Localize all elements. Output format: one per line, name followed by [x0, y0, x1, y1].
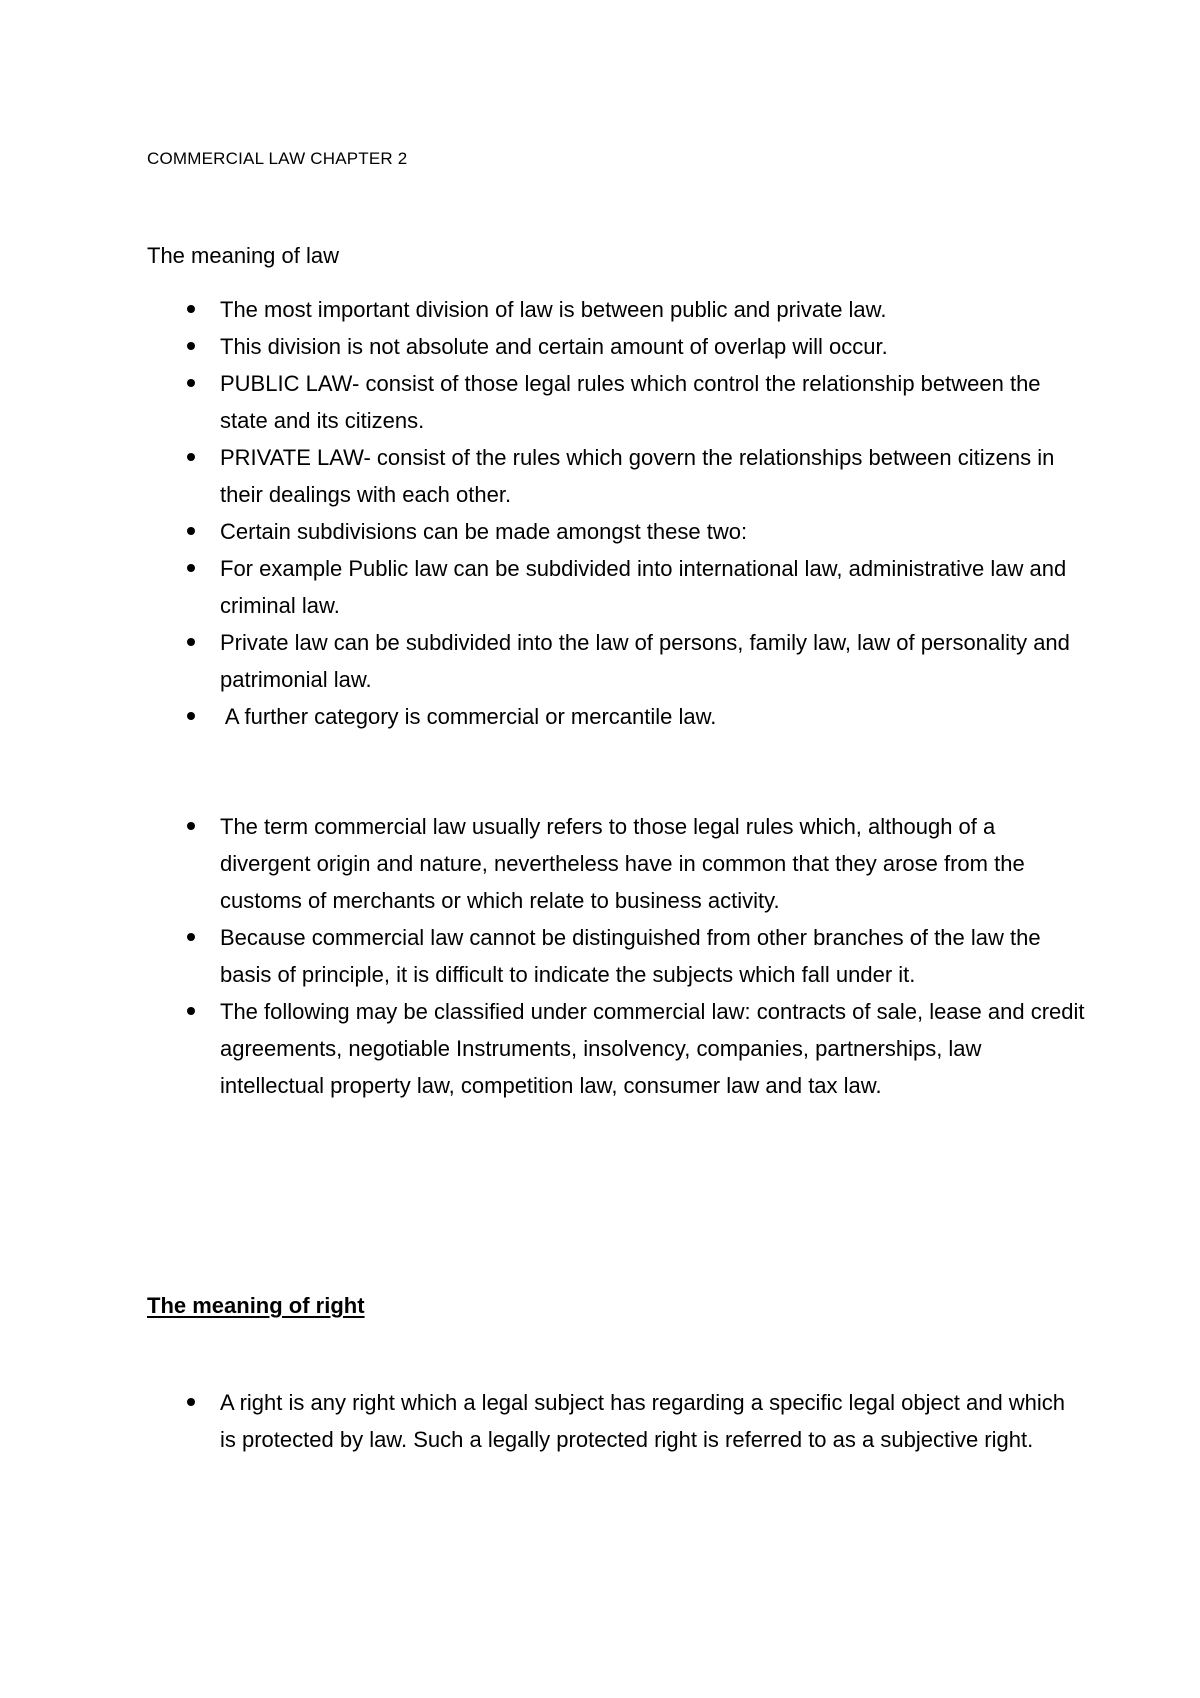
list-item-text: The most important division of law is between public and private law.	[220, 297, 887, 322]
bullet-icon	[187, 822, 195, 830]
bullet-icon	[187, 933, 195, 941]
list-item	[187, 1384, 1087, 1458]
list-item-text: A further category is commercial or mercantile law.	[220, 704, 717, 729]
list-item	[187, 698, 1087, 735]
list-item-text: The following may be classified under commercial law: contracts of sale, lease and credit agreements, negotiable Instruments, insolvency, companies, partnerships, law intellectual property law, competition law, consumer law and tax law.	[220, 999, 1085, 1098]
bullet-icon	[187, 564, 195, 572]
section-heading-meaning-of-right: The meaning of right	[147, 1293, 365, 1318]
section-heading-meaning-of-law: The meaning of law	[147, 243, 339, 268]
list-item	[187, 808, 1087, 919]
list-item	[187, 365, 1087, 439]
list-item	[187, 328, 1087, 365]
bullet-list-commercial-law	[187, 808, 1087, 1104]
bullet-icon	[187, 638, 195, 646]
document-title: COMMERCIAL LAW CHAPTER 2	[147, 149, 408, 168]
list-item	[187, 291, 1087, 328]
list-item	[187, 624, 1087, 698]
list-item-text: A right is any right which a legal subject has regarding a specific legal object and which is protected by law. Such a legally protected right is referred to as a subjective right.	[220, 1390, 1066, 1452]
list-item	[187, 993, 1087, 1104]
bullet-icon	[187, 527, 195, 535]
list-item-text: For example Public law can be subdivided into international law, administrative law and criminal law.	[220, 556, 1067, 618]
list-item-text: PUBLIC LAW- consist of those legal rules which control the relationship between the state and its citizens.	[220, 371, 1041, 433]
bullet-icon	[187, 342, 195, 350]
list-item	[187, 550, 1087, 624]
list-item-text: Certain subdivisions can be made amongst these two:	[220, 519, 748, 544]
bullet-icon	[187, 1007, 195, 1015]
bullet-icon	[187, 1398, 195, 1406]
bullet-list-meaning-of-right	[187, 1384, 1087, 1458]
list-item-text: Because commercial law cannot be distinguished from other branches of the law the basis of principle, it is difficult to indicate the subjects which fall under it.	[220, 925, 1041, 987]
bullet-icon	[187, 379, 195, 387]
bullet-list-meaning-of-law	[187, 291, 1087, 735]
list-item-text: PRIVATE LAW- consist of the rules which govern the relationships between citizens in their dealings with each other.	[220, 445, 1055, 507]
list-item	[187, 919, 1087, 993]
list-item	[187, 513, 1087, 550]
list-item-text: The term commercial law usually refers to those legal rules which, although of a divergent origin and nature, nevertheless have in common that they arose from the customs of merchants or which relate to business activity.	[220, 814, 1025, 913]
list-item	[187, 439, 1087, 513]
bullet-icon	[187, 453, 195, 461]
bullet-icon	[187, 712, 195, 720]
list-item-text: Private law can be subdivided into the law of persons, family law, law of personality and patrimonial law.	[220, 630, 1070, 692]
bullet-icon	[187, 305, 195, 313]
list-item-text: This division is not absolute and certain amount of overlap will occur.	[220, 334, 888, 359]
